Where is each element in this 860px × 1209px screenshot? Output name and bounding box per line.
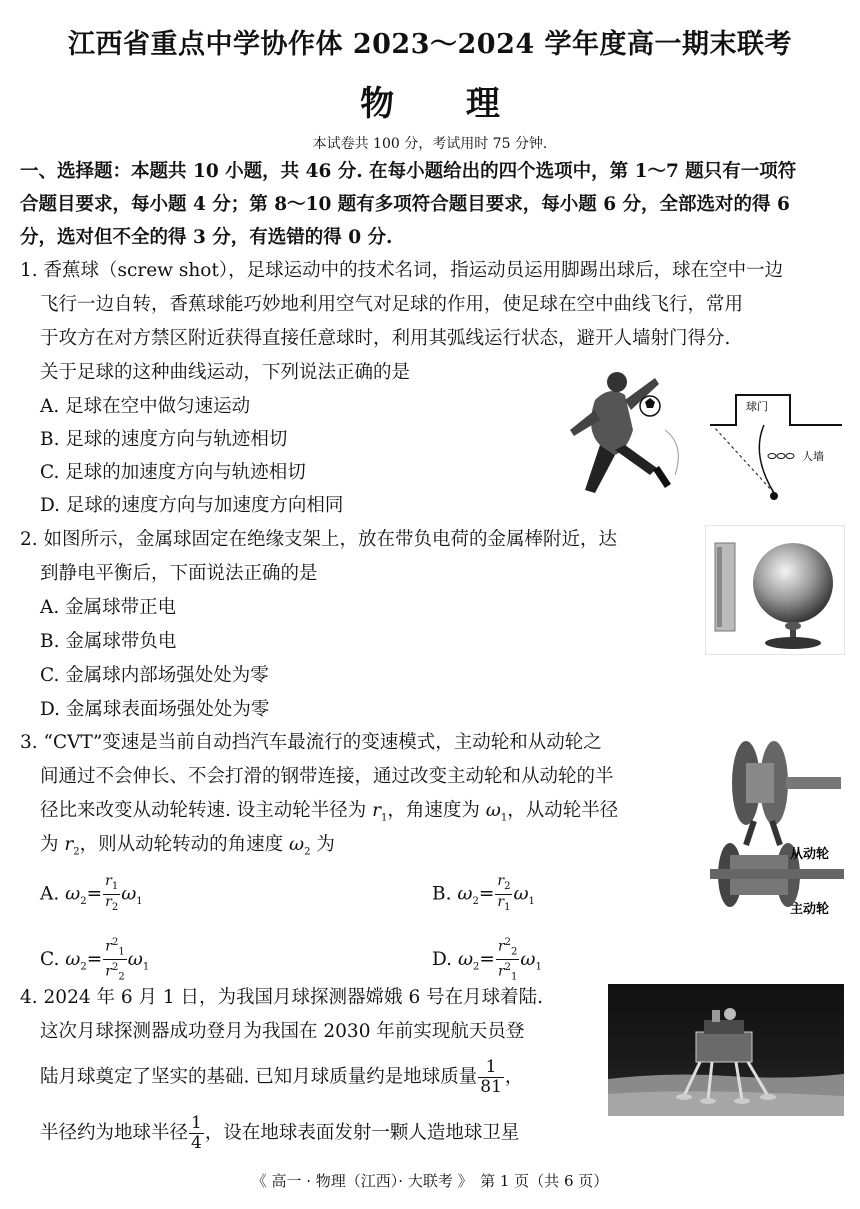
question-1-option: C. 足球的加速度方向与轨迹相切 [40,462,306,483]
driving-wheel-label: 主动轮 [790,902,830,917]
question-1-text: 1. 香蕉球（screw shot），足球运动中的技术名词，指运动员运用脚踢出球后，球在空中一边 [20,260,784,281]
question-4-text: 这次月球探测器成功登月为我国在 2030 年前实现航天员登 [40,1021,525,1042]
cvt-pulley-figure [708,733,846,921]
question-4-text: 半径约为地球半径 $\frac{1}{4}$ ，设在地球表面发射一颗人造地球卫星 [40,1113,520,1153]
exam-title: 江西省重点中学协作体 2023～2024 学年度高一期末联考 [67,29,793,60]
question-3-text: 3. “CVT”变速是当前自动挡汽车最流行的变速模式，主动轮和从动轮之 [20,732,602,753]
question-3-text: 间通过不会伸长、不会打滑的钢带连接，通过改变主动轮和从动轮的半 [40,766,614,787]
subject-title: 物 理 [360,84,530,124]
page-footer: 《 高一 · 物理（江西）· 大联考 》 第 1 页（共 6 页） [251,1172,609,1190]
question-3-text: 径比来改变从动轮转速. 设主动轮半径为 $r_1$，角速度为 $\omega_1$，从动轮半径 [40,800,619,824]
question-2-option: A. 金属球带正电 [40,597,177,618]
question-2-text: 2. 如图所示，金属球固定在绝缘支架上，放在带负电荷的金属棒附近，达 [20,529,618,550]
question-3-option-b: B. $\omega_2=$ $\frac{r_2}{r_1}$ $\omega_1$ [432,873,535,913]
section-instructions-line: 一、选择题：本题共 10 小题，共 46 分. 在每小题给出的四个选项中，第 1～7 题只有一项符 [20,161,797,182]
question-2-option: D. 金属球表面场强处处为零 [40,699,270,720]
question-3-option-c: C. $\omega_2=$ $\frac{r^2_1}{r^2_2}$ $\omega_1$ [40,937,150,983]
question-3-text: 为 $r_2$，则从动轮转动的角速度 $\omega_2$ 为 [40,834,335,858]
section-instructions-line: 分，选对但不全的得 3 分，有选错的得 0 分. [20,227,393,248]
section-instructions-line: 合题目要求，每小题 4 分；第 8～10 题有多项符合题目要求，每小题 6 分，全部选对的得 6 [20,194,790,215]
question-3-option-d: D. $\omega_2=$ $\frac{r^2_2}{r^2_1}$ $\omega_1$ [432,937,542,983]
lunar-lander-photo [608,984,844,1116]
metal-sphere-figure [705,525,845,655]
question-4-text: 陆月球奠定了坚实的基础. 已知月球质量约是地球质量 $\frac{1}{81}$ ， [40,1057,524,1097]
question-2-option: C. 金属球内部场强处处为零 [40,665,269,686]
question-1-text: 于攻方在对方禁区附近获得直接任意球时，利用其弧线运行状态，避开人墙射门得分. [40,328,731,349]
question-3-option-a: A. $\omega_2=$ $\frac{r_1}{r_2}$ $\omega_1$ [40,873,143,913]
question-2-text: 到静电平衡后，下面说法正确的是 [40,563,318,584]
question-1-text: 关于足球的这种曲线运动，下列说法正确的是 [40,362,411,383]
question-2-option: B. 金属球带负电 [40,631,177,652]
question-1-option: B. 足球的速度方向与轨迹相切 [40,429,288,450]
goal-label: 球门 [746,400,768,413]
question-1-text: 飞行一边自转，香蕉球能巧妙地利用空气对足球的作用，使足球在空中曲线飞行，常用 [40,294,744,315]
driven-wheel-label: 从动轮 [790,847,830,862]
free-kick-diagram [706,385,844,510]
exam-note: 本试卷共 100 分，考试用时 75 分钟. [312,136,548,152]
question-4-text: 4. 2024 年 6 月 1 日，为我国月球探测器嫦娥 6 号在月球着陆. [20,987,543,1008]
question-1-option: D. 足球的速度方向与加速度方向相同 [40,495,344,516]
soccer-player-figure [555,360,705,510]
wall-label: 人墙 [802,450,824,463]
question-1-option: A. 足球在空中做匀速运动 [40,396,251,417]
